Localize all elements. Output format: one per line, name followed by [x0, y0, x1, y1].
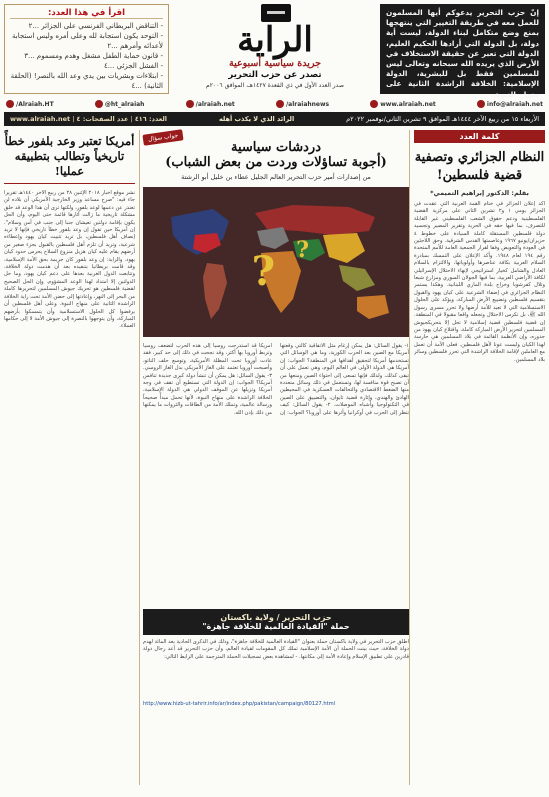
- editorial-body: أكد إعلان الجزائر في ختام القمة العربية التي عقدت في الجزائر يومي ١ و٢ تشرين الثاني على مركزية القضية الفلسطينية ودعم حقوق الشعب الفلسطيني غير القابلة للتصرف، بما فيها حقه في الحرية وتقرير المصير وتجسيد دولة فلسطين المستقلة كاملة السيادة على خطوط ٤ حزيران/يونيو ١٩٦٧ وعاصمتها القدس الشرقية. وحق اللاجئين في العودة والتعويض وفقا لقرار الجمعية العامة للأمم المتحدة رقم ١٩٤ لعام ١٩٤٨. وأكد الإعلان على التمسك بمبادرة السلام العربية بكافة عناصرها وأولوياتها، والالتزام بالسلام العادل والشامل كخيار استراتيجي لإنهاء الاحتلال الإسرائيلي لكافة الأراضي العربية، بما فيها الجولان السوري ومزارع شبعا وتلال كفرشوبا وخراج بلدة الماري اللبنانية. وهكذا يستمر النظام الجزائري في إضفاء الشرعية على كيان يهود والقبول بتقسيم فلسطين وتضييع الأرض المباركة، ويؤكد على الحلول الاستسلامية التي لا تعيد للأمة أرضها ولا تحرر مسرى رسول الله ﷺ، بل تكرس الاحتلال وتجعله واقعا مقبولا في المنطقة. إن قضية فلسطين قضية إسلامية لا تحل إلا بتحريكجيوش المسلمين لتحرير الأرض المباركة كاملة، واقتلاع كيان يهود من جذوره، وإن الأنظمة القائمة في بلاد المسلمين هي حارسة لهذا الكيان وليست عونا لأهل فلسطين. فعلى الأمة أن تعمل مع العاملين لإقامة الخلافة الراشدة التي تحرر فلسطين وسائر بلاد المسلمين.: [414, 201, 545, 363]
- campaign-body: أطلق حزب التحرير في ولاية باكستان حملة بعنوان "القيادة العالمية للخلافة جاهزة"، وذلك في الذكرى الحادية بعد المائة لهدم دولة الخلافة، حيث بينت الحملة أن الأمة الإسلامية تملك كل المقومات لقيادة العالم، وأن حزب التحرير قد أعد رجال دولة قادرين على تطبيق الإسلام وإعادة الأمة إلى مكانتها. - لمشاهدة بعض تسجيلات الحملة المترجمة على الرابط التالي:: [143, 639, 409, 660]
- social-link-handle[interactable]: /Alraiah.HT: [6, 100, 54, 108]
- logo-tagline: جريدة سياسية أسبوعية: [229, 58, 321, 69]
- toc-heading: اقرأ في هذا العدد:: [10, 8, 163, 19]
- social-link-handle[interactable]: /alraiahnews: [276, 100, 329, 108]
- masthead: [0, 0, 549, 99]
- campaign-title-1: حزب التحرير / ولاية باكستان: [220, 613, 332, 622]
- youtube-icon: [276, 100, 284, 108]
- news-column: [4, 130, 135, 790]
- editorial-column: [414, 130, 545, 790]
- first-issue-line: صدر العدد الأول في ذي القعدة ١٤٢٧هـ، الموافق ٢٠٠٦م: [206, 82, 344, 89]
- main-headline[interactable]: دردشات سياسية: [230, 140, 322, 155]
- toc-item[interactable]: - التوحد يكون استجابة لله وعلى أمره وليس استجابة لأعدائه وأمرهم ...٢: [12, 32, 163, 50]
- toc-item[interactable]: - الفشل الجزئي ...٤: [103, 62, 163, 70]
- website-link[interactable]: www.alraiah.net: [370, 100, 436, 108]
- toc-item[interactable]: - التناقض البريطاني الفرنسي على الجزائر ...٢: [28, 22, 163, 30]
- toc-item[interactable]: - قانون حماية الطفل مشغل وهدم ومسموم ...٣: [24, 52, 163, 60]
- column-divider: [409, 130, 410, 785]
- table-of-contents: [4, 4, 169, 94]
- social-icon: [6, 100, 14, 108]
- news-title[interactable]: أمريكا تعتبر وعد بلفور خطأً تاريخياً وتطالب بتطبيقه عمليا!: [4, 134, 135, 178]
- main-subheadline[interactable]: (أجوبة تساؤلات وردت من بعض الشباب): [165, 155, 387, 170]
- editorial-author: بقلم: الدكتور إبراهيم التميمي*: [430, 189, 529, 197]
- section-heading: كلمة العدد: [414, 130, 545, 143]
- svg-text:?: ?: [296, 237, 309, 263]
- social-link-handle[interactable]: @ht_alraiah: [95, 100, 145, 108]
- newspaper-logo: الراية: [237, 20, 313, 60]
- email-link[interactable]: info@alraiah.net: [477, 100, 543, 108]
- motto: الرائد الذي لا يكذب أهله: [218, 115, 295, 123]
- campaign-banner[interactable]: [143, 609, 409, 635]
- date-strip: [4, 112, 545, 126]
- news-body: نشر موقع أخبار ٢٠١٨ الإثنين ٢٨ من ربيع الآخر ١٤٤٠هـ تقريرا جاء فيه: "صرح مساعد وزير الخارجية الأمريكي أن بلاده لن تعتذر عن دعمها لوعد بلفور، ولكنها ترى أن هذا الوعد قد خلق مشكلة تاريخية ما زالت آثارها قائمة حتى اليوم، وأن الحل يكون بإقامة دولتين تعيشان جنبا إلى جنب في أمن وسلام". إن أمريكا حين تقول إن وعد بلفور خطأ تاريخي فإنها لا تريد إنصاف أهل فلسطين، بل تريد تثبيت كيان يهود وإعطاءه شرعية، وتريد أن تلزم أهل فلسطين بالقبول بجزء صغير من أرضهم يقام عليه كيان هزيل منزوع السلاح يحرس حدود كيان يهود. والراية: إن وعد بلفور كان جريمة بحق الأمة الإسلامية، وقد قامت بريطانيا بتنفيذه بعد أن هدمت دولة الخلافة، وتتابعت الدول الغربية بعدها على دعم كيان يهود، وما حل الدولتين إلا امتداد لهذا الوعد المشؤوم. وإن الحل الصحيح لقضية فلسطين هو تحريك جيوش المسلمين لتحريرها كاملة من البحر إلى النهر، وإعادتها إلى حضن الأمة تحت راية الخلافة الراشدة الثانية على منهاج النبوة. وعلى أهل فلسطين أن يرفضوا كل الحلول الاستسلامية وأن يتمسكوا بأرضهم المباركة، وأن يتوجهوا بالنصرة إلى جيوش الأمة لا إلى حكامها العملاء.: [4, 190, 135, 330]
- mail-icon: [477, 100, 485, 108]
- social-link-handle[interactable]: /alraiah.net: [186, 100, 235, 108]
- main-article-body: ١- يقول السائل: هل يمكن إرغام مثل الاتفاقية كالتي وقعتها أمريكا مع الصين بعد الحرب الكورية، وما هي الوسائل التي تستخدمها أمريكا لتحقيق أهدافها في المنطقة؟ الجواب: إن أمريكا هي الدولة الأولى في العالم اليوم، وهي تعمل على أن تبقى كذلك، ولذلك فإنها تسعى إلى احتواء الصين ومنعها من أن تصبح قوة منافسة لها، وتستعمل في ذلك وسائل متعددة منها الضغط الاقتصادي والتحالفات العسكرية في المحيطين الهادئ والهندي، وإثارة قضية تايوان، والتضييق على الصين في التكنولوجيا وأشباه الموصلات. ٢- يقول السائل: كيف تنظر إلى الحرب في أوكرانيا وأثرها على أوروبا؟ الجواب: إن أمريكا قد استدرجت روسيا إلى هذه الحرب لتضعف روسيا وتربط أوروبا بها أكثر، وقد نجحت في ذلك إلى حد كبير، فقد عادت أوروبا تحت المظلة الأمريكية، وتوسع حلف الناتو، وأصبحت أوروبا تعتمد على الغاز الأمريكي بدل الغاز الروسي. ٣- يقول السائل: هل يمكن أن تنشأ دولة كبرى جديدة تنافس أمريكا؟ الجواب: إن الدولة التي تستطيع أن تقف في وجه أمريكا وتزيلها عن الموقف الدولي هي الدولة الإسلامية، الخلافة الراشدة على منهاج النبوة، لأنها تحمل مبدأً صحيحاً ورسالة عالمية، وتملك الأمة من الطاقات والثروات ما يمكنها من ذلك بإذن الله.: [143, 343, 409, 416]
- publisher-line: تصدر عن حزب التحرير: [228, 70, 322, 80]
- main-byline: من إصدارات أمير حزب التحرير العالم الجليل عطاء بن خليل أبو الرشتة: [181, 173, 371, 181]
- campaign-title-2: حملة "القيادة العالمية للخلافة جاهزة": [202, 622, 350, 631]
- newspaper-logo-block: [175, 2, 375, 94]
- editorial-title[interactable]: النظام الجزائري وتصفية قضية فلسطين!: [414, 150, 545, 183]
- world-map-image: [143, 187, 409, 337]
- qa-badge: جواب سؤال: [142, 129, 183, 145]
- world-map-graphic: [143, 187, 409, 337]
- social-bar: [4, 98, 545, 110]
- twitter-icon: [95, 100, 103, 108]
- facebook-icon: [186, 100, 194, 108]
- party-statement: إنّ حزب التحرير يدعوكم أيها المسلمون للعمل معه في طريقة التغيير التي ينتهجها بمنع وضع متكامل لبناء الدولة، ليست أية دولة، بل الدولة التي أرادها الحكيم العليم، الدولة التي تعبر عن حقيقة الاستخلاف في الأرض الذي يريده الله سبحانه وتعالى ليس للمسلمين فقط بل للبشرية، الدولة الإسلامية: الخلافة الراشدة الثانية على منهاج النبوة.: [380, 4, 545, 94]
- toc-item[interactable]: - ابتلاءات وبشريات بين يدي وعد الله بالنصر! (الحلقة الثانية) ...٤: [10, 72, 163, 90]
- issue-info: العدد: ٤١٦ | عدد الصفحات: ٤ | www.alraiah.net: [10, 115, 168, 123]
- svg-text:?: ?: [251, 248, 275, 295]
- globe-icon: [370, 100, 378, 108]
- main-article-column: [143, 130, 409, 790]
- campaign-link[interactable]: http://www.hizb-ut-tahrir.info/ar/index.php/pakistan/campaign/80127.html: [143, 701, 336, 707]
- issue-date: الأربعاء ١٥ من ربيع الآخر ١٤٤٤هـ الموافق ٩ تشرين الثاني/نوفمبر ٢٠٢٢م: [346, 115, 539, 123]
- title-divider: [4, 183, 135, 184]
- column-divider: [139, 130, 140, 785]
